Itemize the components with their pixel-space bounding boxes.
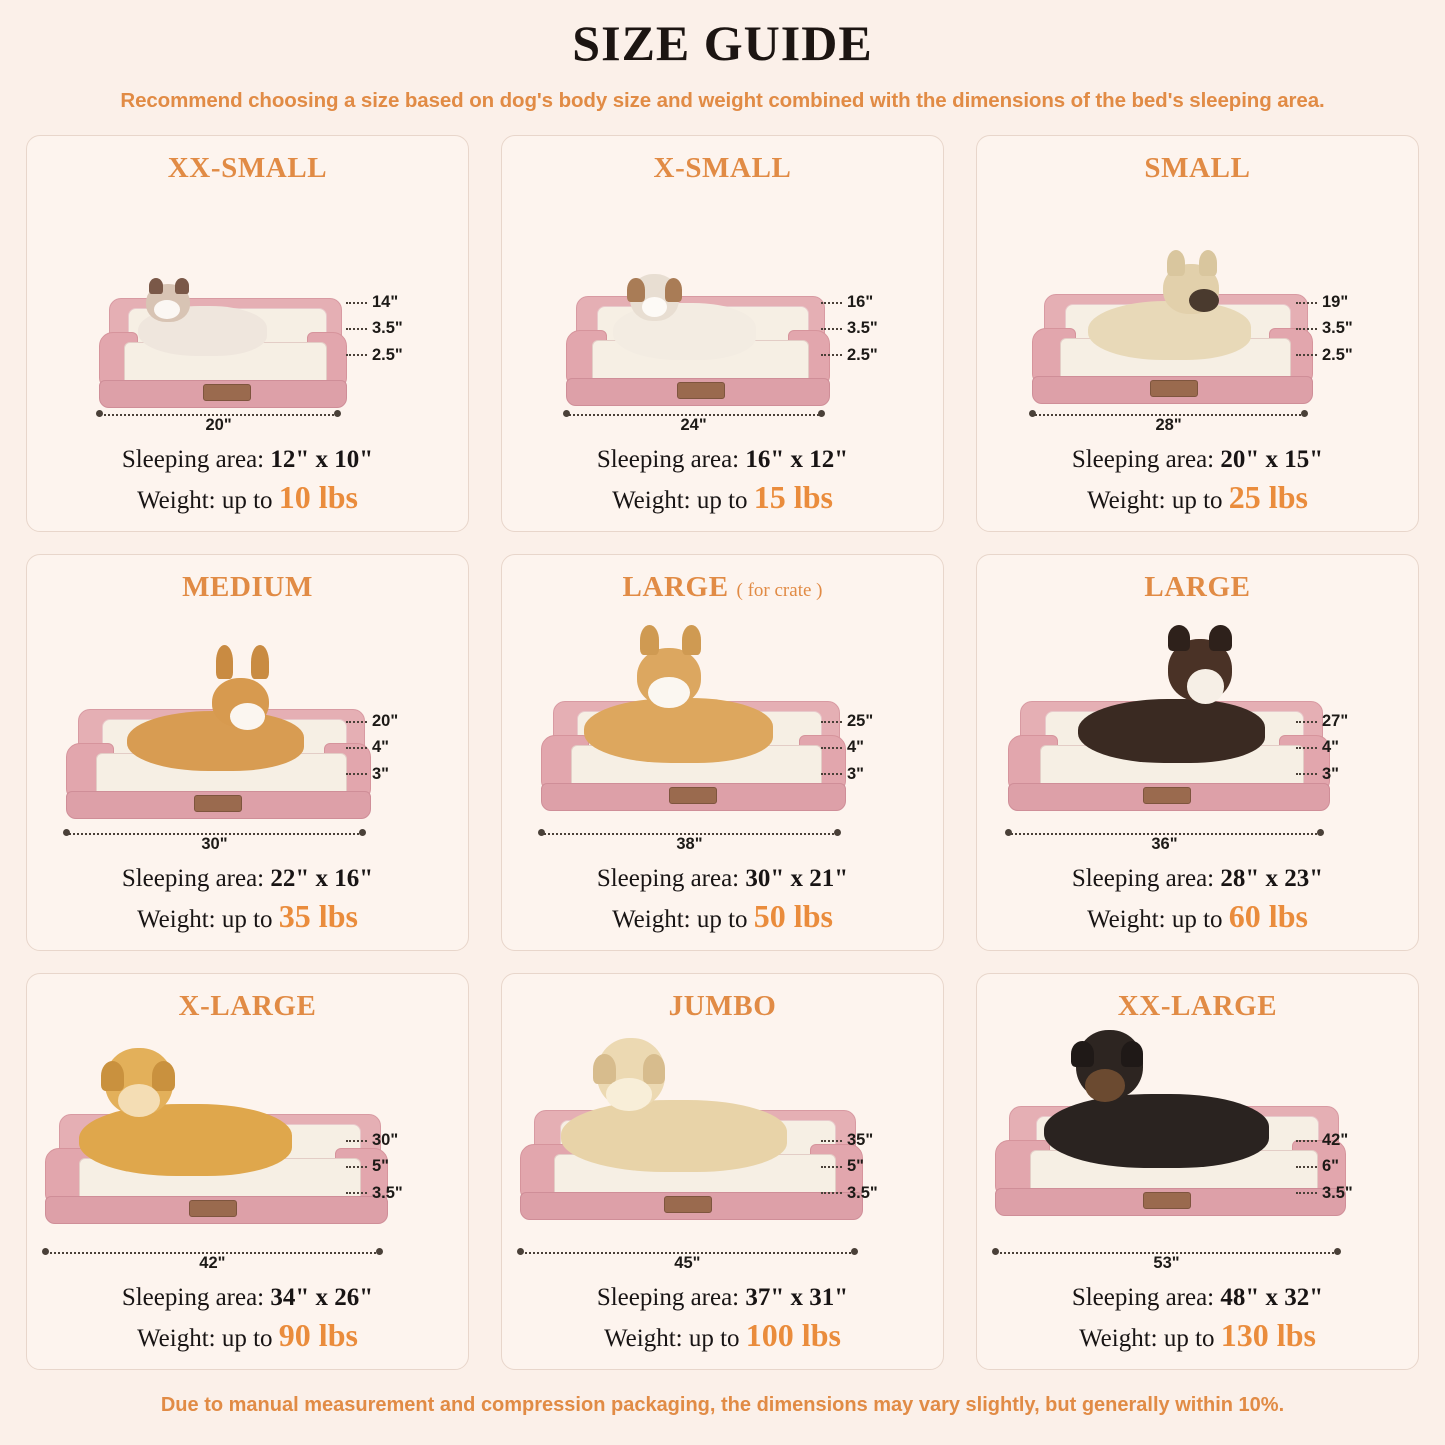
- weight-value: 90 lbs: [278, 1317, 358, 1354]
- dim-bolster: 3.5": [342, 320, 452, 337]
- dim-width: 38": [676, 835, 703, 854]
- size-specs: [516, 444, 929, 523]
- size-specs: [516, 1282, 929, 1361]
- weight-label: Weight: up to: [1079, 1325, 1221, 1353]
- pet-ear: [251, 645, 269, 679]
- dim-width: 24": [680, 416, 707, 435]
- pet-body: [1078, 699, 1265, 763]
- weight-label: Weight: up to: [1087, 487, 1229, 515]
- weight-row: [516, 896, 929, 938]
- sleeping-area-label: Sleeping area:: [596, 1284, 746, 1312]
- dim-bolster: 6": [1292, 1158, 1402, 1175]
- pet-muzzle: [154, 300, 180, 319]
- bed-illustration: [516, 1025, 929, 1280]
- weight-value: 100 lbs: [745, 1317, 841, 1354]
- pet-ear: [682, 625, 701, 655]
- pet-photo: [138, 284, 267, 356]
- size-card-title: [41, 571, 454, 604]
- weight-label: Weight: up to: [137, 487, 279, 515]
- dim-base: 3": [817, 766, 927, 783]
- dim-bolster: 3.5": [1292, 320, 1402, 337]
- dim-height: 14": [342, 294, 452, 311]
- size-card-title: [516, 571, 929, 604]
- dim-height: 42": [1292, 1132, 1402, 1149]
- dim-height: 25": [817, 713, 927, 730]
- size-specs: [516, 863, 929, 942]
- page-subtitle: Recommend choosing a size based on dog's body size and weight combined with the dimensions of the bed's sleeping area.: [120, 89, 1325, 112]
- dim-base: 3.5": [817, 1185, 927, 1202]
- size-specs: [991, 444, 1404, 523]
- dim-height: 16": [817, 294, 927, 311]
- pet-photo: [127, 667, 304, 771]
- size-name: X-LARGE: [178, 990, 317, 1022]
- sleeping-area-row: [516, 444, 929, 475]
- dim-width: 42": [199, 1254, 226, 1273]
- sleeping-area-value: 28" x 23": [1220, 865, 1324, 893]
- dim-bolster: 4": [817, 739, 927, 756]
- dog-bed-graphic: [1032, 294, 1313, 408]
- size-card-title: [516, 152, 929, 185]
- width-dimension: [66, 829, 363, 854]
- dim-base: 3.5": [1292, 1185, 1402, 1202]
- dim-bolster: 5": [342, 1158, 452, 1175]
- weight-row: [41, 477, 454, 519]
- width-dimension: [45, 1248, 380, 1273]
- sleeping-area-value: 16" x 12": [745, 446, 849, 474]
- pet-ear: [643, 1054, 666, 1084]
- bed-illustration: [41, 1025, 454, 1280]
- dim-width: 36": [1151, 835, 1178, 854]
- dim-base: 3": [342, 766, 452, 783]
- sleeping-area-label: Sleeping area:: [596, 865, 746, 893]
- dog-bed-graphic: [520, 1110, 863, 1246]
- height-dimensions: [817, 1132, 927, 1211]
- pet-photo: [79, 1048, 292, 1176]
- pet-ear: [1209, 625, 1231, 651]
- bed-illustration: [516, 187, 929, 442]
- size-note: ( for crate ): [736, 580, 823, 601]
- pet-photo: [561, 1038, 787, 1172]
- size-card[interactable]: [976, 135, 1419, 532]
- size-card[interactable]: [501, 973, 944, 1370]
- pet-photo: [1078, 639, 1265, 763]
- pet-ear: [665, 278, 682, 302]
- weight-label: Weight: up to: [137, 906, 279, 934]
- pet-muzzle: [1189, 289, 1218, 312]
- pet-ear: [627, 278, 644, 302]
- sleeping-area-label: Sleeping area:: [1071, 446, 1221, 474]
- sleeping-area-label: Sleeping area:: [121, 446, 271, 474]
- sleeping-area-row: [41, 444, 454, 475]
- sleeping-area-value: 30" x 21": [745, 865, 849, 893]
- weight-row: [41, 896, 454, 938]
- weight-row: [991, 1315, 1404, 1357]
- sleeping-area-value: 37" x 31": [745, 1284, 849, 1312]
- height-dimensions: [1292, 1132, 1402, 1211]
- width-dimension: [520, 1248, 855, 1273]
- pet-body: [561, 1100, 787, 1172]
- dim-height: 35": [817, 1132, 927, 1149]
- size-card-grid: [26, 135, 1419, 1370]
- dim-height: 30": [342, 1132, 452, 1149]
- size-card[interactable]: [26, 973, 469, 1370]
- sleeping-area-label: Sleeping area:: [1071, 1284, 1221, 1312]
- footer-note: Due to manual measurement and compression packaging, the dimensions may vary slightly, but generally within 10%.: [160, 1394, 1285, 1416]
- brand-tag: [194, 795, 242, 812]
- size-specs: [991, 863, 1404, 942]
- size-card[interactable]: [976, 554, 1419, 951]
- size-card-title: [991, 990, 1404, 1023]
- bed-illustration: [516, 606, 929, 861]
- bed-illustration: [41, 606, 454, 861]
- height-dimensions: [342, 1132, 452, 1211]
- width-dimension: [566, 410, 822, 435]
- size-name: XX-LARGE: [1117, 990, 1278, 1022]
- pet-muzzle: [1085, 1069, 1125, 1102]
- pet-muzzle: [1187, 669, 1224, 704]
- size-name: LARGE: [1144, 571, 1251, 603]
- bed-illustration: [41, 187, 454, 442]
- dim-bolster: 3.5": [817, 320, 927, 337]
- width-dimension: [1008, 829, 1322, 854]
- weight-row: [991, 896, 1404, 938]
- brand-tag: [1150, 380, 1198, 397]
- pet-body: [1088, 301, 1251, 361]
- pet-ear: [1199, 250, 1217, 276]
- pet-ear: [1168, 625, 1190, 651]
- dim-height: 19": [1292, 294, 1402, 311]
- size-card-title: [41, 152, 454, 185]
- bed-illustration: [991, 606, 1404, 861]
- brand-tag: [669, 787, 717, 804]
- sleeping-area-value: 12" x 10": [270, 446, 374, 474]
- sleeping-area-value: 20" x 15": [1220, 446, 1324, 474]
- height-dimensions: [817, 713, 927, 792]
- dog-bed-graphic: [541, 701, 847, 827]
- sleeping-area-row: [516, 1282, 929, 1313]
- brand-tag: [1143, 787, 1191, 804]
- dog-bed-graphic: [566, 296, 830, 408]
- weight-value: 35 lbs: [278, 898, 358, 935]
- width-dimension: [995, 1248, 1338, 1273]
- sleeping-area-value: 22" x 16": [270, 865, 374, 893]
- dim-width: 20": [205, 416, 232, 435]
- size-specs: [991, 1282, 1404, 1361]
- bed-illustration: [991, 1025, 1404, 1280]
- sleeping-area-row: [41, 863, 454, 894]
- weight-label: Weight: up to: [612, 906, 754, 934]
- pet-muzzle: [118, 1084, 161, 1117]
- sleeping-area-label: Sleeping area:: [121, 865, 271, 893]
- pet-ear: [640, 625, 659, 655]
- bed-illustration: [991, 187, 1404, 442]
- dim-width: 45": [674, 1254, 701, 1273]
- page-title: SIZE GUIDE: [572, 15, 873, 71]
- weight-label: Weight: up to: [1087, 906, 1229, 934]
- pet-ear: [1121, 1041, 1143, 1067]
- sleeping-area-label: Sleeping area:: [1071, 865, 1221, 893]
- width-dimension: [541, 829, 838, 854]
- pet-ear: [152, 1061, 175, 1091]
- size-name: LARGE: [622, 571, 729, 603]
- brand-tag: [1143, 1192, 1191, 1209]
- size-specs: [41, 863, 454, 942]
- sleeping-area-row: [991, 863, 1404, 894]
- sleeping-area-value: 48" x 32": [1220, 1284, 1324, 1312]
- pet-ear: [175, 278, 189, 294]
- size-card-title: [991, 571, 1404, 604]
- weight-label: Weight: up to: [604, 1325, 746, 1353]
- dim-base: 2.5": [342, 347, 452, 364]
- pet-muzzle: [648, 677, 690, 708]
- pet-photo: [1044, 1030, 1269, 1168]
- dim-base: 2.5": [1292, 347, 1402, 364]
- weight-value: 50 lbs: [753, 898, 833, 935]
- dim-bolster: 5": [817, 1158, 927, 1175]
- size-card[interactable]: [26, 135, 469, 532]
- height-dimensions: [817, 294, 927, 373]
- size-card-title: [41, 990, 454, 1023]
- dim-height: 20": [342, 713, 452, 730]
- pet-muzzle: [230, 703, 265, 730]
- weight-value: 10 lbs: [278, 479, 358, 516]
- size-specs: [41, 444, 454, 523]
- dim-base: 3.5": [342, 1185, 452, 1202]
- size-name: XX-SMALL: [167, 152, 328, 184]
- size-name: X-SMALL: [653, 152, 792, 184]
- pet-body: [79, 1104, 292, 1176]
- size-card[interactable]: [26, 554, 469, 951]
- brand-tag: [664, 1196, 712, 1213]
- size-card[interactable]: [501, 554, 944, 951]
- dim-bolster: 4": [342, 739, 452, 756]
- weight-label: Weight: up to: [612, 487, 754, 515]
- sleeping-area-label: Sleeping area:: [121, 1284, 271, 1312]
- height-dimensions: [342, 713, 452, 792]
- pet-ear: [593, 1054, 616, 1084]
- pet-body: [1044, 1094, 1269, 1169]
- size-card-title: [516, 990, 929, 1023]
- pet-ear: [149, 278, 163, 294]
- brand-tag: [203, 384, 251, 401]
- weight-value: 25 lbs: [1228, 479, 1308, 516]
- sleeping-area-row: [516, 863, 929, 894]
- height-dimensions: [1292, 713, 1402, 792]
- pet-photo: [613, 274, 756, 360]
- size-card[interactable]: [976, 973, 1419, 1370]
- weight-label: Weight: up to: [137, 1325, 279, 1353]
- dog-bed-graphic: [45, 1114, 388, 1246]
- dim-base: 2.5": [817, 347, 927, 364]
- size-name: MEDIUM: [182, 571, 313, 603]
- sleeping-area-label: Sleeping area:: [596, 446, 746, 474]
- dim-width: 53": [1153, 1254, 1180, 1273]
- size-card-title: [991, 152, 1404, 185]
- weight-row: [991, 477, 1404, 519]
- dim-height: 27": [1292, 713, 1402, 730]
- sleeping-area-row: [991, 1282, 1404, 1313]
- weight-row: [516, 477, 929, 519]
- pet-body: [127, 711, 304, 771]
- weight-value: 15 lbs: [753, 479, 833, 516]
- size-specs: [41, 1282, 454, 1361]
- dog-bed-graphic: [1008, 701, 1330, 827]
- size-card[interactable]: [501, 135, 944, 532]
- dim-width: 28": [1155, 416, 1182, 435]
- weight-value: 130 lbs: [1220, 1317, 1316, 1354]
- pet-muzzle: [606, 1078, 651, 1110]
- pet-ear: [216, 645, 234, 679]
- pet-ear: [101, 1061, 124, 1091]
- pet-photo: [1088, 264, 1251, 360]
- size-name: JUMBO: [668, 990, 777, 1022]
- dim-width: 30": [201, 835, 228, 854]
- pet-ear: [1071, 1041, 1093, 1067]
- height-dimensions: [342, 294, 452, 373]
- pet-body: [584, 698, 773, 763]
- dog-bed-graphic: [99, 298, 347, 408]
- sleeping-area-value: 34" x 26": [270, 1284, 374, 1312]
- sleeping-area-row: [991, 444, 1404, 475]
- width-dimension: [1032, 410, 1305, 435]
- dog-bed-graphic: [66, 709, 372, 827]
- width-dimension: [99, 410, 339, 435]
- height-dimensions: [1292, 294, 1402, 373]
- dim-base: 3": [1292, 766, 1402, 783]
- weight-row: [516, 1315, 929, 1357]
- sleeping-area-row: [41, 1282, 454, 1313]
- pet-photo: [584, 643, 773, 763]
- weight-value: 60 lbs: [1228, 898, 1308, 935]
- weight-row: [41, 1315, 454, 1357]
- dim-bolster: 4": [1292, 739, 1402, 756]
- brand-tag: [677, 382, 725, 399]
- size-name: SMALL: [1144, 152, 1251, 184]
- pet-ear: [1167, 250, 1185, 276]
- brand-tag: [189, 1200, 237, 1217]
